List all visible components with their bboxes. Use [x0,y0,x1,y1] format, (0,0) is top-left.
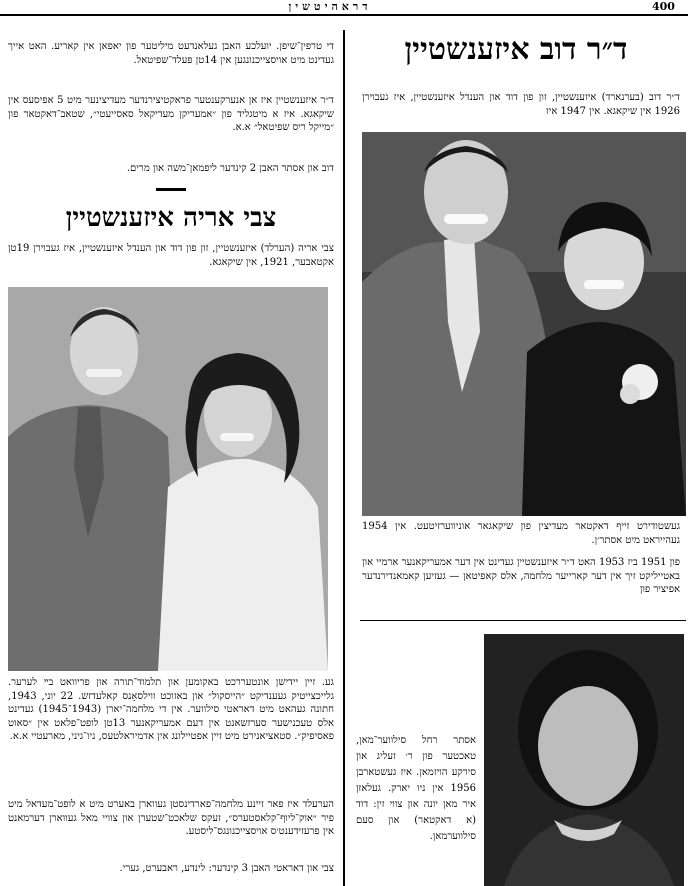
left-top-paragraph-2: ד״ר איזענשטיין איז אן אנערקענטער פראקטיצירנדער מעדיצינער מיט 5 אפיסעס אין שיקאגא. איז א מיטגליד פון ״אמעריקן מעדיקאל סאסייעטי״, שטאב־דאקטאר פון ״מייקל ריס שפיטאל״ א.א. [8,95,334,133]
right-section-rule [360,620,686,621]
column-divider [343,30,345,886]
left-bottom-paragraph-1: גע. זיין יידישן אונטעררכט באקומען און תלמוד־תורה און פריוואט בײ לערער. גלייכצייטיק געענדיקט ״הייסקול״ און באזוכט ווילסאָנס קאלעדזש. 22 יוני, 1943, חתונה געהאט מיט דאראטי סילווער. אין די מלחמה־יארן (1943־1945) געדינט אלס טעכנישער סערזשאנט אין דעם אמעריקאנער 13טן לופט־פלאט אין ״סאוט פאסיפיק״. סטאציאנירט מיט זיין אפטיילונג אין אדמיראלטעס, ניו־גיני, מארעטיי א.א. [8,677,335,742]
right-intro-paragraph: ד״ר דוב (בערנארד) איזענשטיין, זון פון דוד און הענדל איזענשטיין, איז געבוירן 1926 אין שיקאגא. אין 1947 איז [362,92,680,117]
right-photo-caption-2: פון 1951 ביז 1953 האט ד״ר איזענשטיין געדינט אין דער אמעריקאנער ארמיי און באטייליקט זיך אין דער קארייער מלחמה, אלס קאפיטאן — געזיען קאמאנדירנדער אפיציר פון [362,557,681,595]
running-title: דראהיטשין [288,0,372,13]
left-intro-paragraph: צבי אריה (הערלד) איזענשטיין, זון פון דוד און הענדל איזענשטיין, איז געבוירן 19טן אקטאבער, 1921, אין שיקאגא. [8,243,334,268]
wedding-photo-tsvi [8,287,328,671]
left-top-paragraph-3: דוב און אסתר האבן 2 קינדער ליפמאן־משה און מרים. [126,163,334,174]
page-number: 400 [652,0,675,13]
left-bottom-paragraph-3: צבי און דאראטי האבן 3 קינדער: לינדע, ראבערט, גערי. [119,863,334,874]
page-header [0,0,688,14]
portrait-caption: אסתר רחל סילווער־מאן, טאכטער פון ר׳ זעליג און סירקע הויזמאן. איז געשטארבן 1956 אין ניו יארק. געלאזן איר מאן יונה און צווי זין: דוד (א דאקטאר) און סעם סילווערמאן. [356,735,476,842]
left-top-paragraph-1: די טרפין־שיפן. יועלכע האבן געלאנדעט מיליטער פון יאפאן אין קאריע. האט אייך געדינט מיט אויסצייכנונגען אין 14טן פעלד־שפיטאל. [8,41,334,66]
couple-photo-dov [362,132,686,516]
right-photo-caption-1: געשטודירט זייף דאקטאר מעדיצין פון שיקאגאר אוניווערזיטעט. אין 1954 געהייראט מיט אסתר׳ן. [362,521,680,546]
left-bottom-paragraph-2: הערעלד איז פאר זיינע מלחמה־פארדינסטן געווארן באערט מיט א לופט־מעדאל מיט פיר ״אוק־ליוף־קלאסטערס״, זעקס שלאכט־שטערן און צוויי מאל געווארן דערמאנט אין פרעזידענט׳ס אויסצייכנונגס־ליסטע. [8,799,334,837]
portrait-esther [484,634,684,886]
header-rule [0,14,688,16]
ornament-divider [156,188,186,191]
right-article-title: ד״ר דוב איזענשטיין [404,32,628,67]
left-article-title: צבי אריה איזענשטיין [65,203,277,233]
